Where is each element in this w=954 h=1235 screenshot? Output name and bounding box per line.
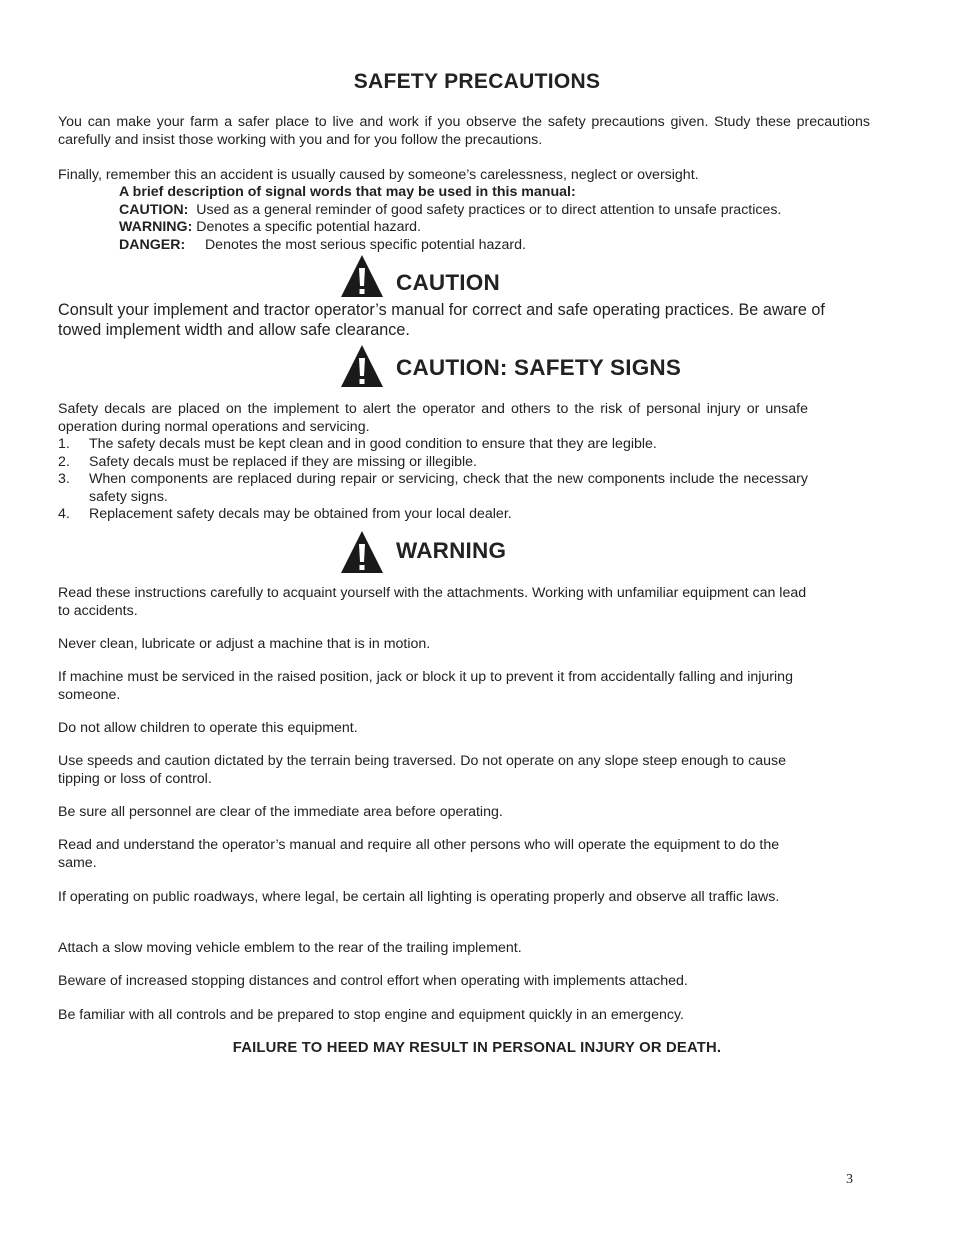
warning-paragraph: Read and understand the operator’s manual and require all other persons who will operate the equipment to do the same. (58, 837, 780, 871)
warning-paragraph: Do not allow children to operate this equipment. (58, 720, 358, 736)
warning-triangle-icon (340, 530, 384, 574)
list-number: 3. (58, 471, 70, 487)
safety-signs-heading-label: CAUTION: SAFETY SIGNS (396, 355, 682, 380)
warning-paragraph: Be sure all personnel are clear of the immediate area before operating. (58, 804, 503, 820)
signal-word-caution (119, 202, 781, 220)
warning-paragraph: Be familiar with all controls and be prepared to stop engine and equipment quickly in an emergency. (58, 1007, 684, 1023)
list-item (58, 454, 808, 472)
signal-desc: Denotes a specific potential hazard. (196, 219, 422, 235)
list-text: Replacement safety decals may be obtained from your local dealer. (89, 506, 512, 522)
signal-words-intro: A brief description of signal words that may be used in this manual: (119, 184, 576, 200)
signal-desc: Denotes the most serious specific potential hazard. (204, 237, 526, 253)
list-item (58, 436, 808, 454)
safety-signs-heading (340, 344, 681, 388)
list-text: Safety decals must be replaced if they are missing or illegible. (89, 453, 477, 470)
warning-paragraph: Read these instructions carefully to acquaint yourself with the attachments. Working with unfamiliar equipment can lead to accidents. (58, 585, 807, 619)
intro-paragraph: You can make your farm a safer place to live and work if you observe the safety precautions given. Study these precautions carefully and insist those working with you and for you follow the precautions. (58, 114, 870, 148)
page-title: SAFETY PRECAUTIONS (353, 70, 601, 93)
warning-heading (340, 530, 506, 574)
failure-notice: FAILURE TO HEED MAY RESULT IN PERSONAL INJURY OR DEATH. (232, 1040, 722, 1056)
safety-signs-list (58, 436, 808, 524)
warning-paragraph: Beware of increased stopping distances and control effort when operating with implements attached. (58, 973, 688, 989)
safety-signs-intro: Safety decals are placed on the implement to alert the operator and others to the risk of personal injury or unsafe operation during normal operations and servicing. (58, 401, 808, 435)
signal-word-warning (119, 219, 421, 237)
signal-desc: Used as a general reminder of good safety practices or to direct attention to unsafe practices. (196, 202, 782, 218)
list-number: 4. (58, 506, 70, 522)
list-text: When components are replaced during repair or servicing, check that the new components include the necessary safety signs. (89, 471, 808, 505)
caution-heading-label: CAUTION (396, 270, 500, 295)
list-item (58, 506, 808, 524)
warning-paragraph: Use speeds and caution dictated by the terrain being traversed. Do not operate on any slope steep enough to cause tipping or loss of control. (58, 753, 786, 787)
intro-reminder: Finally, remember this an accident is usually caused by someone’s carelessness, neglect or oversight. (58, 167, 699, 183)
warning-heading-label: WARNING (396, 538, 507, 563)
warning-triangle-icon (340, 254, 384, 298)
list-text: The safety decals must be kept clean and in good condition to ensure that they are legible. (89, 436, 657, 452)
warning-paragraph: If machine must be serviced in the raised position, jack or block it up to prevent it from accidentally falling and injuring someone. (58, 669, 793, 703)
signal-term: WARNING: (119, 219, 193, 235)
list-number: 2. (58, 453, 70, 470)
signal-word-danger (119, 237, 526, 255)
list-number: 1. (58, 436, 70, 452)
signal-term: DANGER: (119, 237, 186, 253)
warning-paragraph: Attach a slow moving vehicle emblem to the rear of the trailing implement. (58, 940, 522, 956)
list-item (58, 471, 808, 506)
warning-paragraph: If operating on public roadways, where legal, be certain all lighting is operating properly and observe all traffic laws. (58, 889, 780, 905)
warning-paragraph: Never clean, lubricate or adjust a machine that is in motion. (58, 636, 431, 652)
page-number: 3 (846, 1172, 853, 1187)
caution-text: Consult your implement and tractor operator’s manual for correct and safe operating practices. Be aware of towed implement width and allow safe clearance. (58, 301, 825, 339)
signal-term: CAUTION: (119, 202, 189, 218)
warning-triangle-icon (340, 344, 384, 388)
caution-heading (340, 254, 500, 298)
